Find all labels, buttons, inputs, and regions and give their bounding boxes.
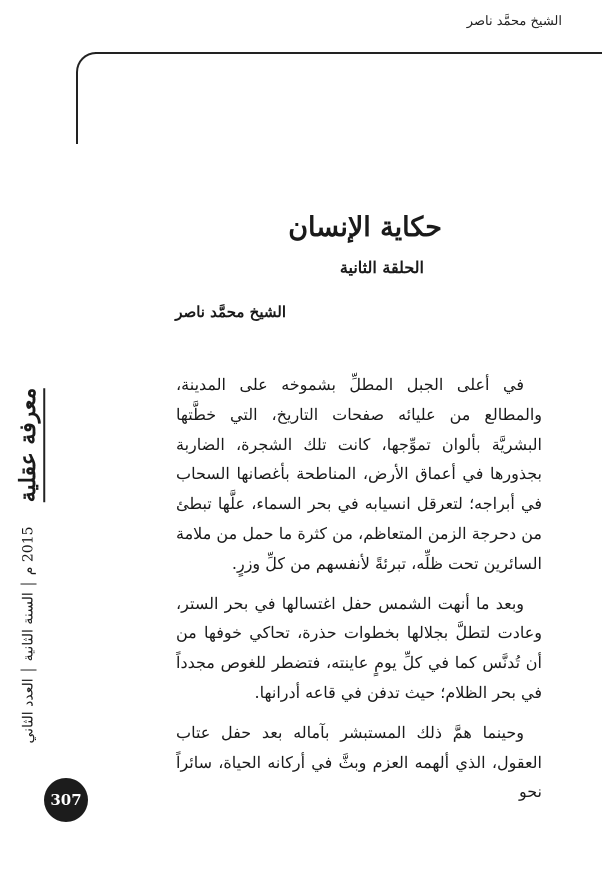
article-subtitle: الحلقة الثانية [339, 258, 424, 277]
separator [21, 669, 37, 670]
article-title: حكاية الإنسان [288, 212, 442, 243]
journal-logo [10, 380, 50, 510]
year-label: السنة الثانية [21, 592, 37, 662]
paragraph: وحينما همَّ ذلك المستبشر بآماله بعد حفل عتاب العقول، الذي ألهمه العزم وبثَّ في أركانه الحياة، سائراً نحو [176, 722, 542, 802]
page-number-badge: 307 [44, 778, 88, 822]
frame-corner [76, 52, 98, 144]
article-author: الشيخ محمَّد ناصر [175, 303, 286, 321]
article-body [176, 370, 542, 817]
running-header-author: الشيخ محمَّد ناصر [466, 14, 562, 29]
paragraph: في أعلى الجبل المطلِّ بشموخه على المدينة، والمطالع من عليائه صفحات التاريخ، التي خطَّتها البشريَّة بألوان تموِّجها، كانت تلك الشجرة، الضاربة بجذورها في أعماق الأرض، المناطحة بأغصانها السحاب في أبراجه؛ لتعرقل انسيابه في بحر السماء، علَّها تبطئ من دحرجة الزمن المتعاظم، من كثرة ما حمل من ملامة السائرين تحت ظلِّه، تبرئةً لأنفسهم من كلِّ وزرٍ. [176, 375, 542, 573]
issue-date: 2015 م [21, 526, 37, 576]
issue-info [11, 520, 47, 750]
issue-label: العدد الثاني [21, 678, 37, 744]
journal-name: معرفة عقلية [15, 388, 45, 502]
frame-top-line [95, 52, 602, 54]
paragraph: وبعد ما أنهت الشمس حفل اغتسالها في بحر الستر، وعادت لتطلَّ بجلالها بخطوات حذرة، تحاكي خوفها من أن تُدنَّس كما في كلِّ يومٍ عاينته، فتضطر للغوص مجدداً في بحر الظلام؛ حيث تدفن في قاعه أدرانها. [176, 593, 542, 702]
separator [21, 583, 37, 584]
